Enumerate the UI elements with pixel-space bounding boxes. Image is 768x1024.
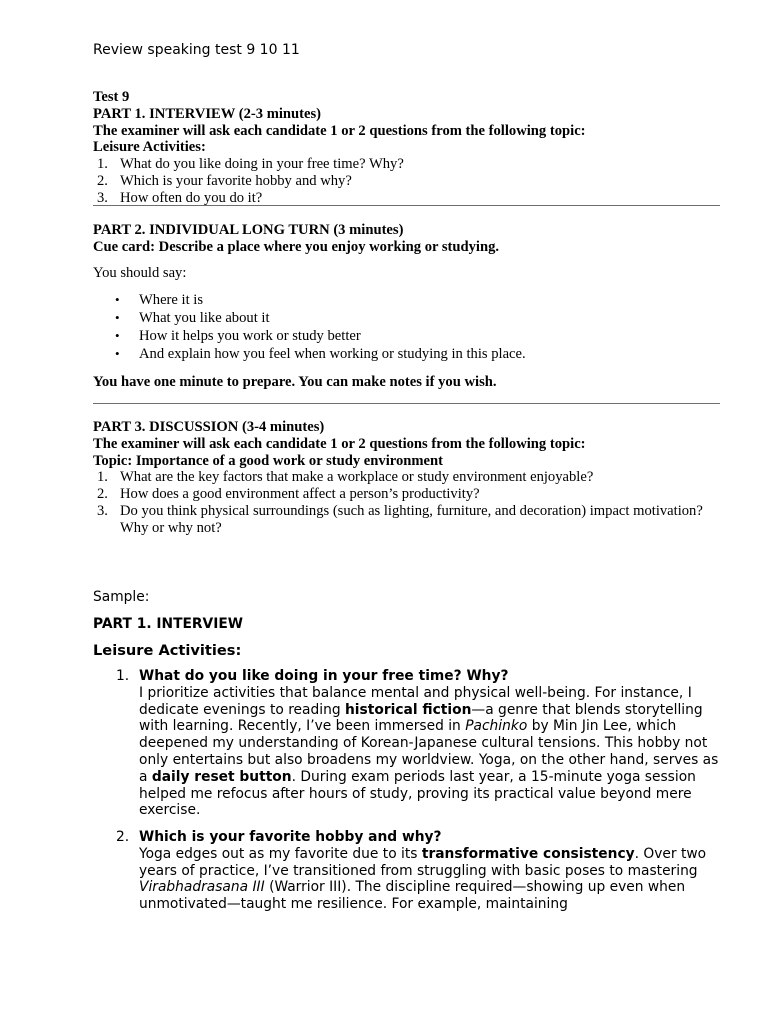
question-text: Which is your favorite hobby and why?: [120, 172, 352, 189]
answer-text: I prioritize activities that balance mental and physical well-being. For instance, I dedicate evenings to reading: [139, 684, 692, 718]
sample-part1-heading: PART 1. INTERVIEW: [93, 615, 243, 632]
sample-answer-body: [139, 668, 722, 819]
question-text: How often do you do it?: [120, 189, 263, 206]
sample-question: Which is your favorite hobby and why?: [139, 829, 442, 845]
question-text: What do you like doing in your free time? Why?: [120, 156, 404, 173]
sample-label: Sample:: [93, 589, 150, 605]
sample-answer-text: [139, 685, 722, 819]
list-item: [93, 173, 720, 190]
prepare-note: You have one minute to prepare. You can make notes if you wish.: [93, 374, 497, 391]
answer-text: by Min Jin Lee, which deepened my understanding of Korean-Japanese cultural tensions. This hobby not only entertains but also broadens my worldview. Yoga, on the other hand, serves as a: [139, 718, 719, 785]
answer-text: Yoga edges out as my favorite due to its: [139, 845, 422, 862]
list-item: [93, 309, 720, 327]
section-divider: [93, 205, 720, 206]
bullet-text: And explain how you feel when working or studying in this place.: [139, 346, 526, 363]
answer-text: (Warrior III). The discipline required—showing up even when unmotivated—taught me resilience. For example, maintaining: [139, 879, 686, 913]
sample-section: [93, 589, 720, 659]
question-text: Do you think physical surroundings (such as lighting, furniture, and decoration) impact motivation? Why or why not?: [120, 502, 703, 536]
cue-card-bullet-list: [93, 291, 720, 363]
document-title: Review speaking test 9 10 11: [93, 42, 300, 58]
part3-heading: PART 3. DISCUSSION (3-4 minutes): [93, 419, 325, 435]
answer-italic-text: Virabhadrasana III: [139, 879, 265, 896]
answer-bold-text: transformative consistency: [421, 845, 635, 862]
bullet-text: How it helps you work or study better: [139, 328, 361, 345]
answer-italic-text: Pachinko: [465, 718, 528, 735]
list-number: 2.: [97, 172, 108, 189]
part1-instruction: The examiner will ask each candidate 1 or 2 questions from the following topic:: [93, 122, 586, 139]
list-item: [93, 327, 720, 345]
part2-heading: PART 2. INDIVIDUAL LONG TURN (3 minutes): [93, 222, 404, 238]
answer-text: —a genre that blends storytelling with learning. Recently, I’ve been immersed in: [139, 701, 703, 735]
part3-question-list: [93, 469, 720, 536]
sample-topic: Leisure Activities:: [93, 641, 242, 659]
test9-part2-section: [93, 222, 720, 391]
list-number: 3.: [97, 189, 108, 206]
question-text: How does a good environment affect a person’s productivity?: [120, 486, 480, 503]
sample-answer-item: [116, 668, 722, 819]
list-number: 2.: [116, 829, 130, 845]
sample-question: What do you like doing in your free time? Why?: [139, 668, 509, 684]
answer-bold-text: daily reset button: [151, 768, 292, 785]
question-text: What are the key factors that make a workplace or study environment enjoyable?: [120, 469, 594, 486]
list-item: [93, 503, 720, 537]
bullet-icon: •: [115, 328, 120, 344]
list-item: [93, 469, 720, 486]
list-number: 1.: [116, 668, 130, 684]
list-number: 1.: [97, 469, 108, 486]
sample-answer-body: [139, 829, 722, 913]
list-number: 3.: [97, 502, 108, 519]
part3-instruction: The examiner will ask each candidate 1 or 2 questions from the following topic:: [93, 435, 586, 452]
bullet-text: Where it is: [139, 292, 204, 309]
test-title: Test 9: [93, 89, 130, 105]
list-item: [93, 486, 720, 503]
bullet-icon: •: [115, 346, 120, 362]
list-item: [93, 291, 720, 309]
test9-part3-section: [93, 419, 720, 537]
bullet-icon: •: [115, 292, 120, 308]
part1-topic: Leisure Activities:: [93, 139, 206, 156]
sample-answer-item: [116, 829, 722, 913]
bullet-icon: •: [115, 310, 120, 326]
answer-text: . Over two years of practice, I’ve transitioned from struggling with basic poses to mastering: [139, 845, 707, 879]
cue-card: Cue card: Describe a place where you enjoy working or studying.: [93, 238, 500, 255]
test9-part1-section: [93, 89, 720, 207]
section-divider: [93, 403, 720, 404]
answer-bold-text: historical fiction: [344, 701, 472, 718]
list-number: 1.: [97, 156, 108, 173]
list-number: 2.: [97, 486, 108, 503]
part1-question-list: [93, 156, 720, 206]
list-item: [93, 345, 720, 363]
list-item: [93, 156, 720, 173]
answer-text: . During exam periods last year, a 15-minute yoga session helped me refocus after hours of study, proving its practical value beyond mere exercise.: [139, 768, 696, 819]
sample-answer-text: [139, 846, 722, 913]
bullet-text: What you like about it: [139, 310, 270, 327]
part1-heading: PART 1. INTERVIEW (2-3 minutes): [93, 105, 322, 122]
should-say-label: You should say:: [93, 264, 187, 281]
part3-topic: Topic: Importance of a good work or study environment: [93, 452, 443, 469]
